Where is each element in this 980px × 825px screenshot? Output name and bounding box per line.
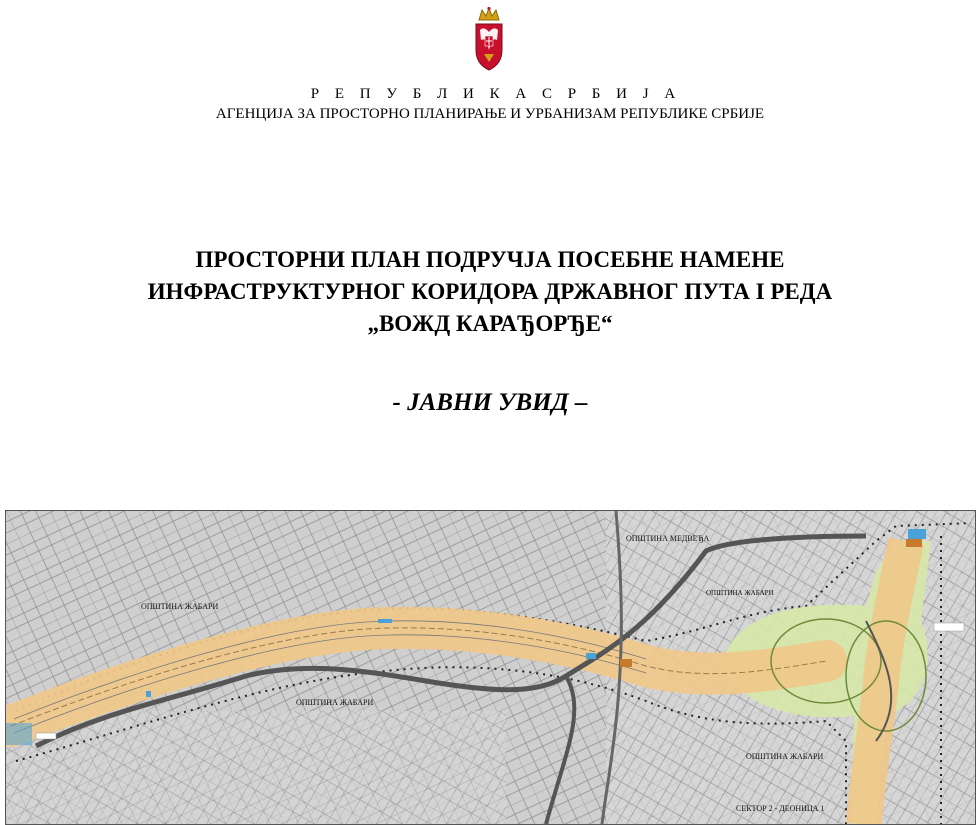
public-review-label: - ЈАВНИ УВИД – (392, 389, 588, 416)
document-title (0, 244, 980, 340)
map-label-2: ОПШТИНА ЖАБАРИ (296, 698, 374, 707)
title-line-1: ПРОСТОРНИ ПЛАН ПОДРУЧЈА ПОСЕБНЕ НАМЕНЕ (195, 247, 785, 272)
agency-name: АГЕНЦИЈА ЗА ПРОСТОРНО ПЛАНИРАЊЕ И УРБАНИЗАМ РЕПУБЛИКЕ СРБИЈЕ (215, 106, 765, 122)
coat-of-arms-icon (470, 6, 508, 72)
map-label-1: ОПШТИНА ЖАБАРИ (141, 602, 219, 611)
map-label-5: ОПШТИНА ЖАБАРИ (746, 752, 824, 761)
map-label-3: ОПШТИНА МЕДВЕЂА (626, 534, 710, 543)
title-line-3: „ВОЖД КАРАЂОРЂЕ“ (367, 311, 613, 336)
corridor-map-image (5, 510, 976, 825)
map-label-6: СЕКТОР 2 - ДЕОНИЦА 1 (736, 804, 825, 813)
country-name: Р Е П У Б Л И К А С Р Б И Ј А (310, 86, 682, 102)
map-label-4: ОПШТИНА ЖАБАРИ (706, 589, 774, 597)
corridor-map-svg (6, 511, 975, 824)
title-line-2: ИНФРАСТРУКТУРНОГ КОРИДОРА ДРЖАВНОГ ПУТА I РЕДА (147, 279, 833, 304)
